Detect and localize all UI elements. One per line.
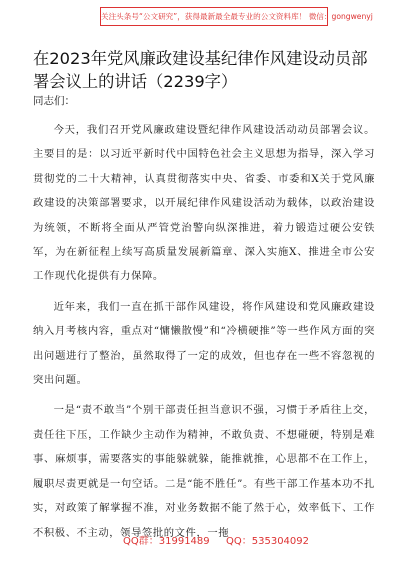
document-title: 在2023年党风廉政建设基纪律作风建设动员部署会议上的讲话（2239字） bbox=[33, 49, 368, 91]
paragraph: 一是“责不敢当”个别干部责任担当意识不强，习惯于矛盾往上交，责任往下压，工作缺少主动作为精神，不敢负责、不想碰硬，特别是难事、麻烦事，需要落实的事能躲就躲，能推就推，心思都不在工作上，履职尽责更就是一句空话。二是“能不胜任”。有些干部工作基本功不扎实，对政策了解掌握不准，对业务数据不能了然于心，效率低下、工作不积极、不主动，领导签批的文件，一拖 bbox=[33, 404, 375, 539]
paragraph: 近年来，我们一直在抓干部作风建设，将作风建设和党风廉政建设纳入月考核内容，重点对“慵懒散慢”和“冷横硬推”等一些作风方面的突出问题进行了整治，虽然取得了一定的成效，但也存在一些不容忽视的突出问题。 bbox=[33, 300, 375, 387]
header-banner: 关注头条号“公文研究”，获得最新最全最专业的公文资料库！ 微信：gongwenyj bbox=[100, 7, 328, 26]
salutation: 同志们： bbox=[33, 95, 75, 107]
paragraph: 今天，我们召开党风廉政建设暨纪律作风建设活动动员部署会议。主要目的是：以习近平新时代中国特色社会主义思想为指导，深入学习贯彻党的二十大精神，认真贯彻落实中央、省委、市委和X关于党风廉政建设的决策部署要求，以开展纪律作风建设活动为载体，以政治建设为统领，不断将全面从严管党治警向纵深推进，着力锻造过硬公安铁军，为在新征程上续写高质量发展新篇章、深入实施X、推进全市公安工作现代化提供有力保障。 bbox=[33, 124, 375, 283]
document-body bbox=[33, 118, 375, 551]
qq-group-number: QQ群：31991489 bbox=[123, 536, 210, 547]
qq-number: QQ：535304092 bbox=[226, 536, 310, 547]
